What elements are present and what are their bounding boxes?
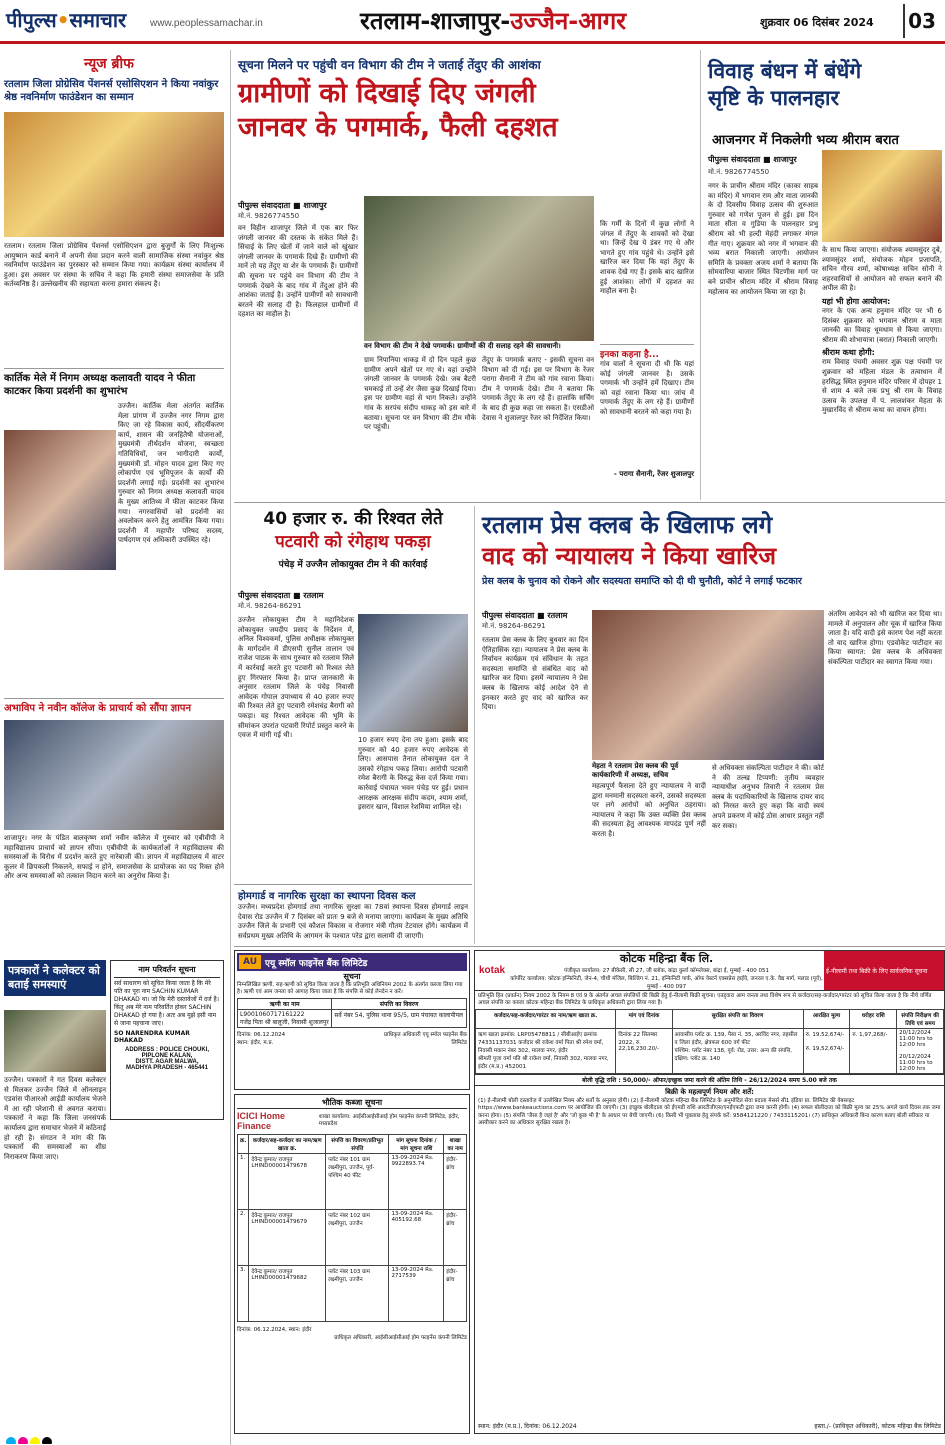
forest-kicker: सूचना मिलने पर पहुंची वन विभाग की टीम ने जताई तेंदुए की आशंका [238,58,541,72]
bribe-headline: 40 हजार रु. की रिश्वत लेते पटवारी को रंगेहाथ पकड़ा [263,509,443,552]
brief-3-body: शाजापुर। नगर के पंडित बालकृष्ण शर्मा नवीन कॉलेज में गुरुवार को एबीवीपी ने महाविद्यालय प्राचार्य को ज्ञापन सौंपा। एबीवीपी के कार्यकर्ताओं ने महाविद्यालय की समस्याओं के विरोध में प्रदर्शन करते हुए नारेबाजी की। ज्ञापन में महाविद्यालय में वाटर कूलर में छिपकली निकलने, सफाई न होने, समाजसेवा के प्रायोजक का पद रिक्त होने और अन्य समस्याओं को तत्काल निदान करने का अनुरोध किया है। [4,834,224,881]
kotak-notice [474,950,945,1434]
kotak-table: कर्जदार/सह-कर्जदार/गारंटर का नाम/ऋण खाता क्र. मांग एवं दिनांक सुरक्षित संपत्ति का विवरण आरक्षित मूल्य धरोहर राशि संपत्ति निरीक्षण की तिथि एवं समय ऋण खाता क्रमांक: LRP05478811 / सीबीआईए क्रमांक 74331137031 कर्जदार श्री राकेश वर्मा पिता श्री रमेश वर्मा, निवासी मकान नंबर 302, मालवा नगर, इंदौर श्रीमती पूजा वर्मा पति श्री राकेश वर्मा, निवासी 302, मालवा नगर, इंदौर (म.प्र.) 452001 दिनांक 22 सितम्बर 2022, रु. 22,16,230.20/- आवासीय प्लॉट क्र. 139, पैसा नं. 35, अरविंद नगर, तहसील व जिला इंदौर, क्षेत्रफल 600 वर्ग फीट पश्चिम: प्लॉट नंबर 138, पूर्व: रोड, उत्तर: अन्य की संपत्ति, दक्षिण: प्लॉट क्र. 140 रु. 19,52,674/- रु. 19,52,674/- रु. 1,97,268/- 20/12/2024 11:00 hrs to 12:00 hrs 20/12/2024 11:00 hrs to 12:00 hrs [475,1009,944,1074]
bribe-photo [358,614,468,732]
au-body: निम्नलिखित ऋणी, सह-ऋणी को सूचित किया जाता है कि प्रतिभूति अधिनियम 2002 के अंतर्गत कब्जा लिया गया है। ऋणी एवं आम जनता को आगाह किया जाता है कि संपत्ति से कोई लेनदेन न करें। [237,982,463,995]
page-header [0,0,945,44]
name-change-title: नाम परिवर्तन सूचना [114,964,220,978]
brief-1-body: रतलाम। रतलाम जिला प्रोग्रेसिव पेंशनर्स एसोसिएशन द्वारा बुजुर्गों के लिए निःशुल्क आयुष्मान कार्ड बनाने में अपनी सेवा प्रदान करने वाली सामाजिक संस्था नवांकुर श्रेष्ठ नवनिर्माण फाउंडेशन का पुरस्कार को सम्मान किया गया। कार्यक्रम संस्था कार्यालय में हुआ। इस अवसर पर संस्था के सचिव ने कहा कि हमारी संस्था समाजसेवा के प्रति कर्तव्यनिष्ठ है। उल्लेखनीय की सहायता करना हमारा संकल्प है। [4,242,224,289]
au-logo: AU [239,955,261,969]
forest-col-2: ग्राम निपानिया धाकड़ में दो दिन पहले कुछ ग्रामीण अपने खेतों पर गए थे। वहां उन्होंने जंगली जानवर के पगमार्क देखे। जब बैटरी चमकाई तो उन्हें शेर जैसा कुछ दिखाई दिया। इस पर ग्रामीण वहां से भाग निकले। उन्होंने गांव के सरपंच संदीप धाकड़ को इस बारे में बताया। सूचना पर वन विभाग की टीम मौके पर पहुंची। [364,356,476,432]
name-change-notice [110,960,224,1120]
wedding-headline: विवाह बंधन में बंधेंगे सृष्टि के पालनहार [708,59,862,110]
forest-col-3: तेंदुए के पगमार्क बताए - इसकी सूचना वन विभाग को दी गई। इस पर विभाग के रेंजर परागा सैनानी ने टीम को गांव रवाना किया। टीम ने पगमार्क देखे। टीम ने बताया कि पगमार्क तेंदुए के लग रहे हैं। हालांकि सर्चिंग के बाद ही कुछ कहा जा सकता है। एसडीओ देवास ने शुजालपुर रेंजर को निर्देशित किया। [482,356,594,422]
kotak-corporate-office: कॉर्पोरेट कार्यालय: कोटक इन्फिनिटी, जेन-4, चौथी मंजिल, बिल्डिंग नं. 21, इन्फिनिटी पार्क, ऑफ वेस्टर्न एक्सप्रेस हाईवे, जनरल ए.के. वैद्य मार्ग, मलाड (पूर्व), मुम्बई - 400 097 [510,976,823,990]
kotak-header-3: आरक्षित मूल्य [803,1010,850,1029]
kotak-terms: (1) ई-नीलामी बोली दस्तावेज़ में उल्लेखित नियम और शर्तों के अनुसार होगी। (2) ई-नीलामी कोटक महिन्द्रा बैंक लिमिटेड के अनुमोदित सेवा प्रदाता मेसर्स सी1 इंडिया प्रा. लिमिटेड की वेबसाइट https://www.bankeauctions.com पर आयोजित की जाएगी। (3) इच्छुक बोलीदाता को ईएमडी राशि आरटीजीएस/एनईएफटी द्वारा जमा करनी होगी। (4) सफल बोलीदाता को बिक्री मूल्य का 25% अगले कार्य दिवस तक जमा करना होगा। (5) संपत्ति 'जैसा है जहां है' और 'जो कुछ भी है' के आधार पर बेची जाएगी। (6) किसी भी पूछताछ हेतु संपर्क करें: 9584121220 / 7433115201। (7) प्राधिकृत अधिकारी बिना कारण बताए बोली स्वीकार या अस्वीकार करने का अधिकार सुरक्षित रखता है। [478,1098,941,1127]
kotak-signoff: हस्ता./- (प्राधिकृत अधिकारी), कोटक महिन्द्रा बैंक लिमिटेड [814,1423,941,1430]
icici-signoff: दिनांक: 06.12.2024, स्थान: इंदौर [237,1327,312,1333]
brief-1-headline: रतलाम जिला प्रोग्रेसिव पेंशनर्स एसोसिएशन ने किया नवांकुर श्रेष्ठ नवनिर्माण फाउंडेशन का सम्मान [4,79,219,103]
bribe-col-2: 10 हजार रुपए देना तय हुआ। इसके बाद गुरुवार को 40 हजार रुपए आवेदक से लिए। आसपास तैनात लोकायुक्त दल ने उसको रंगेहाथ पकड़ लिया। आरोपी पटवारी रमेश बैरागी के विरुद्ध केस दर्ज किया गया। कार्रवाई पंचायत भवन पंचेड़ पर हुई। प्रधान आरक्षक आरक्षक संदीप कदम, श्याम शर्मा, इसरार खान, विशाल रेशमिया शामिल रहे। [358,736,468,812]
press-club-story [478,506,945,944]
issue-date: शुक्रवार 06 दिसंबर 2024 [760,16,874,29]
masthead-logo [6,6,126,33]
press-club-col-1: रतलाम प्रेस क्लब के लिए बुधवार का दिन ऐतिहासिक रहा। न्यायालय ने प्रेस क्लब के निर्वाचन कार्यक्रम एवं संविधान के तहत सदस्यता समाप्ति से संबंधित वाद को खारिज कर दिया। इसमें न्यायालय ने प्रेस क्लब के खिलाफ कोई आदेश देने से इनकार करते हुए वाद को खारिज कर दिया। [482,636,588,712]
home-guard-story [234,884,472,944]
au-place: स्थान: इंदौर, म.प्र. [237,1040,274,1046]
au-finance-notice [234,950,470,1090]
press-club-col-3: से अधिवक्ता संकल्पिता पाटीदार ने की। कोर्ट ने की तल्ख टिप्पणी: तृतीय व्यवहार न्यायाधीश अनुभव तिवारी ने रतलाम प्रेस क्लब के पदाधिकारियों के खिलाफ दायर वाद को निरस्त करते हुए कहा कि वादी स्वयं अपने प्रकरण में कोई ठोस आधार प्रस्तुत नहीं कर सका। [712,764,824,830]
press-club-col-4: अंतरिम आवेदन को भी खारिज कर दिया था। मामले में अनुपालन और चूक में खारिज किया जाता है। यदि वादी इसे कारण पेश नहीं करता तो वाद खारिज होगा। एडवोकेट पाटीदार का किया स्वागत: प्रेस क्लब के अधिवक्ता संकल्पिता पाटीदार का स्वागत किया गया। [828,610,942,666]
brief-3-photo [4,720,224,830]
icici-header-1: कर्जदार/सह-कर्जदार का नाम/ऋण खाता क्र. [249,1135,326,1154]
icici-header-4: शाखा का नाम [444,1135,467,1154]
edition-black: रतलाम-शाजापुर- [360,7,511,35]
forest-col-4: कि गर्मी के दिनों में कुछ लोगों ने जंगल में तेंदुए के शावकों को देखा था। जिन्हें देख ये डंबर गए थे और भागते हुए गांव पहुंचे थे। उन्होंने इसे खारिज कर दिया कि यहां तेंदुए के शावक देखे गए हैं। इसके बाद खारिज हुई आशंका। लोगों में दहशत का माहौल बना है। [600,220,694,296]
forest-sidebar-signoff: - परागा सैनानी, रेंजर शुजालपुर [613,470,694,478]
edition-title [360,4,626,37]
home-guard-text: उज्जैन। मध्यप्रदेश होमगार्ड तथा नागरिक सुरक्षा का 78वां स्थापना दिवस होमगार्ड लाइन देवास रोड उज्जैन में 7 दिसंबर को प्रातः 9 बजे से मनाया जाएगा। कार्यक्रम के मुख्य अतिथि उज्जैन जिले के प्रभारी एवं कौशल विकास व रोजगार मंत्री गौतम टेटवाल होंगे। कार्यक्रम में सर्वप्रथम मुख्य अतिथि के आगमन के पश्चात परेड द्वारा सलामी दी जाएगी। [238,903,468,940]
forest-story [234,50,698,500]
edition-red: उज्जैन-आगर [510,7,627,35]
name-change-address: ADDRESS : POLICE CHOUKI, PIPLONE KALAN, DISTT. AGAR MALWA, MADHYA PRADESH - 465441 [124,1047,209,1071]
bribe-story [234,506,472,944]
press-club-mobile: मो.नं. 98264-86291 [482,622,546,630]
forest-sidebar [600,344,694,496]
table-row: 1. देवेन्द्र कुमार/ राजपूत LHIND00001479678 प्लॉट नंबर 101 ग्राम लक्ष्मीपुरा, उज्जैन, पूर्व-पश्चिम 40 फीट 13-09-2024 Rs. 9922893.74 इंदौर-ब्रांच [238,1154,467,1210]
press-club-headline: रतलाम प्रेस क्लब के खिलाफ लगे वाद को न्यायालय ने किया खारिज [482,511,777,570]
forest-sidebar-text: गांव वालों ने सूचना दी थी कि यहां कोई जंगली जानवर है। उसके पगमार्क भी उन्होंने हमें दिखाए। टीम को वहां रवाना किया था। जांच में पगमार्क तेंदुए के लग रहे हैं। ग्रामीणों को सावधानी बरतने को कहा गया है। [600,360,694,416]
au-title: एयू स्मॉल फाइनेंस बैंक लिमिटेड [265,958,368,969]
icici-header-2: संपत्ति का विवरण/प्रतिभूत संपत्ति [326,1135,389,1154]
au-table: ऋणी का नाम संपत्ति का विवरण L9001060717161222 गजेंद्र पिता श्री बालूजी, निवासी शुजालपुर सर्वे नंबर 54, पुलिस थाना 95/5, ग्राम पंचायत कालापीपल [237,998,467,1028]
column-divider [700,50,701,500]
brief-2-body: उज्जैन। कार्तिक मेला अंतर्गत कार्तिक मेला प्रांगण में उज्जैन नगर निगम द्वारा किए जा रहे विकास कार्य, सौंदर्यीकरण कार्य, शासन की जनहितैषी योजनाओं, मुख्यमंत्री तीर्थदर्शन योजना, स्वच्छता गतिविधियों, जन भागीदारी कार्यों, मुख्यमंत्री डॉ. मोहन यादव द्वारा किए गए लोकार्पण एवं भूमिपूजन के कार्यों की प्रदर्शनी लगाई गई। प्रदर्शनी का शुभारंभ गुरुवार को निगम अध्यक्ष कलावती यादव के मुख्य आतिथ्य में फीता काटकर किया गया। नगरवासियों को प्रदर्शनी का अवलोकन करने हेतु आमंत्रित किया गया। प्रदर्शनी में महापौर परिषद सदस्य, पार्षदगण एवं अधिकारी उपस्थित रहे। [118,402,224,545]
icici-address: शाखा कार्यालय: आईसीआईसीआई होम फाइनेंस कंपनी लिमिटेड, इंदौर, मध्यप्रदेश [318,1114,460,1127]
forest-col-1: वन विहीन शाजापुर जिले में एक बार फिर जंगली जानवर की दस्तक के संकेत मिले हैं। सिंचाई के लिए खेतों में जाने वाले को खुंखार जंगली जानवर के पगमार्क दिखे हैं। ग्रामीणों की मानें तो यह तेंदुए या शेर के पगमार्क हैं। ग्रामीणों की सूचना पर पहुंचे वन विभाग की टीम ने पगमार्क देखने के बाद गांव में तेंदुआ होने की आशंका जताई है। उन्होंने ग्रामीणों को सावधानी बरतने की सलाह दी है। फिलहाल ग्रामीणों में दहशत का माहौल है। [238,224,358,319]
kotak-header-1: मांग एवं दिनांक [616,1010,672,1029]
bribe-byline: पीपुल्स संवाददाता ■ रतलाम [238,591,324,600]
brand-dot: • [56,8,70,32]
forest-photo [364,196,594,341]
press-club-photo [592,610,824,760]
kotak-bid-increment: बोली वृद्धि राशि : 50,000/- ऑफर/इच्छुक जमा करने की अंतिम तिथि - 26/12/2024 समय 5.00 बजे तक [475,1074,944,1086]
kotak-ribbon: ई-नीलामी तथा बिक्री के लिए सार्वजनिक सूचना [824,951,944,990]
brief-4-headline: पत्रकारों ने कलेक्टर को बताई समस्याएं [4,960,106,996]
wedding-sub-2-title: श्रीराम कथा होगी: [822,348,875,358]
kotak-terms-title: बिक्री के महत्वपूर्ण नियम और शर्तें: [665,1088,754,1096]
forest-photo-caption: वन विभाग की टीम ने देखे पगमार्क। ग्रामीणों की दी सलाह रहने की सावधानी। [364,342,561,350]
table-row: 2. देवेन्द्र कुमार/ राजपूत LHIND00001479679 प्लॉट नंबर 102 ग्राम लक्ष्मीपुरा, उज्जैन 13-09-2024 Rs. 405192.68 इंदौर-ब्रांच [238,1210,467,1266]
bribe-subhead: पंचेड़ में उज्जैन लोकायुक्त टीम ने की कार्रवाई [278,560,428,570]
brief-1-photo [4,112,224,237]
wedding-mobile: मो.नं. 9826774550 [708,168,770,176]
column-divider [230,50,231,1445]
kotak-header-5: संपत्ति निरीक्षण की तिथि एवं समय [897,1010,944,1029]
forest-headline: ग्रामीणों को दिखाई दिए जंगली जानवर के पगमार्क, फैली दहशत [238,78,558,143]
wedding-subhead: आजनगर में निकलेगी भव्य श्रीराम बरात [712,133,899,148]
table-row: 3. देवेन्द्र कुमार/ राजपूत LHIND00001479682 प्लॉट नंबर 103 ग्राम लक्ष्मीपुरा, उज्जैन 13-09-2024 Rs. 2717539 इंदौर-ब्रांच [238,1266,467,1322]
home-guard-headline: होमगार्ड व नागरिक सुरक्षा का स्थापना दिवस कल [238,891,416,902]
kotak-place: स्थान: इंदौर (म.प्र.), दिनांक: 06.12.2024 [478,1423,577,1430]
kotak-intro: प्रतिभूति हित (प्रवर्तन) नियम 2002 के नियम 8 एवं 9 के अंतर्गत अचल संपत्तियों की बिक्री हेतु ई-नीलामी बिक्री सूचना। एतद्द्वारा आम जनता तथा विशेष रूप से कर्जदार/सह-कर्जदार/गारंटर को सूचित किया जाता है कि नीचे वर्णित अचल संपत्ति का कब्जा कोटक महिन्द्रा बैंक लिमिटेड के प्राधिकृत अधिकारी द्वारा लिया गया है। [478,993,932,1006]
news-brief-column [0,50,228,1445]
wedding-col-2 [822,246,942,496]
icici-header-0: क्र. [238,1135,249,1154]
press-club-col-2: महत्वपूर्ण फैसला देते हुए न्यायालय ने वादी द्वारा मनमानी सदस्यता करने, उसको सदस्यता पर लगे आरोपों को अनुचित ठहराया। न्यायालय ने कहा कि उक्त व्यक्ति प्रेस क्लब की सदस्यता हेतु आवश्यक मापदंड पूर्ण नहीं करता है। [592,782,706,838]
kotak-registered-office: पंजीकृत कार्यालय: 27 बीकेसी, सी 27, जी ब्लॉक, बांद्रा कुर्ला कॉम्प्लेक्स, बांद्रा ई, मुम्बई - 400 051 [564,968,770,974]
news-brief-label: न्यूज ब्रीफ [84,56,134,72]
brief-4-body: उज्जैन। पत्रकारों ने गत दिवस कलेक्टर से मिलकर उज्जैन जिले में ऑनलाइन एडवांस पीआरओ आईडी कार्यालय भेजने में आ रही परेशानी से अवगत कराया। पत्रकारों ने कहा कि जिला जनसंपर्क कार्यालय द्वारा समाचार भेजने में कठिनाई हो रही है। संगठन ने मांग की कि पत्रकारों की समस्याओं का शीघ्र निराकरण किया जाए। [4,1076,106,1161]
au-signoff: प्राधिकृत अधिकारी एयू स्मॉल फाइनेंस बैंक लिमिटेड [383,1032,467,1046]
icici-title: भौतिक कब्जा सूचना [237,1097,467,1109]
forest-byline: पीपुल्स संवाददाता ■ शाजापुर [238,201,327,210]
wedding-sub-1-title: यहां भी होगा आयोजन: [822,296,891,306]
au-date: दिनांक: 06.12.2024 [237,1032,286,1038]
column-divider [474,506,475,944]
brand-main: पीपुल्स [6,8,57,32]
brief-3-headline: अभाविप ने नवीन कॉलेज के प्राचार्य को सौंपा ज्ञापन [4,698,224,715]
kotak-header-0: कर्जदार/सह-कर्जदार/गारंटर का नाम/ऋण खाता क्र. [476,1010,616,1029]
kotak-header-4: धरोहर राशि [850,1010,897,1029]
wedding-sub-2-text: राम विवाह पंचमी अवसर शुक्र पक्ष पंचमी पर शुक्रवार को महिला मंडल के तत्वाधान में हरसिद्ध स्थित हनुमान मंदिर परिसर में दोपहर 1 से शाम 4 बजे तक प्रभु श्री राम के विवाह उत्सव के उपलक्ष में पं. लालशंकर मेहता के मुखारविंद से श्रीराम कथा का वाचन होगा। [822,358,942,415]
kotak-title: कोटक महिन्द्रा बैंक लि. [619,952,714,965]
brand-tail: समाचार [69,8,127,32]
wedding-col-2-text: के साथ किया जाएगा। संयोजक श्यामसुंदर दुबे, श्यामसुंदर शर्मा, संयोजक मोहन प्रजापति, सचिन गौरव शर्मा, कोषाध्यक्ष सचिन सोनी ने शहरवासियों से आयोजन को सफल बनाने की अपील की है। [822,246,942,293]
press-club-subhead: प्रेस क्लब के चुनाव को रोकने और सदस्यता समाप्ति को दी थी चुनौती, कोर्ट ने लगाई फटकार [482,576,802,587]
section-divider [234,946,945,947]
wedding-photo [822,150,942,242]
section-divider [234,502,945,503]
website-url[interactable]: www.peoplessamachar.in [150,18,263,29]
brief-2-headline: कार्तिक मेले में निगम अध्यक्ष कलावती यादव ने फीता काटकर किया प्रदर्शनी का शुभारंभ [4,368,224,398]
kotak-header-2: सुरक्षित संपत्ति का विवरण [672,1010,803,1029]
icici-table [237,1134,467,1322]
name-change-body: सर्व साधारण को सूचित किया जाता है कि मेरे पति का पूरा नाम SACHIN KUMAR DHAKAD था। जो कि मेरी दस्तावेजों में दर्ज है। किंतु अब मेरे नाम परिवर्तित होकर SACHIN DHAKAD हो गया है। अतः अब मुझे इसी नाम से जाना पहचाना जाए। [114,980,219,1027]
bribe-mobile: मो.नं. 98264-86291 [238,602,302,610]
wedding-byline: पीपुल्स संवाददाता ■ शाजापुर [708,155,797,164]
wedding-col-1: नगर के प्राचीन श्रीराम मंदिर (काका साहब का मंदिर) में भगवान राम और माता जानकी के दो दिवसीय विवाह उत्सव की शुरुआत गुरुवार को गणेश पूजन से हुई। इस दिन माता सीता व गुडिया के पालनहार प्रभु श्रीराम को भी हल्दी मेहंदी लगाकर मंगल गीत गाए। शुक्रवार को नगर में भगवान की भव्य बरात निकाली जाएगी। आयोजन समिति के प्रवक्ता अजय शर्मा ने बताया कि सोमवारिया बाजार स्थित चिटणीस मार्ग पर बने प्राचीन श्रीराम मंदिर में श्रीराम विवाह महोत्सव का आयोजन किया जा रहा है। [708,182,818,296]
forest-mobile: मो.नं. 9826774550 [238,212,300,220]
press-club-byline: पीपुल्स संवाददाता ■ रतलाम [482,611,568,620]
au-subtitle: सूचना [343,972,361,981]
icici-brand: ICICI Home Finance [237,1111,286,1131]
brief-4-photo [4,1010,106,1072]
name-change-names: SO NARENDRA KUMAR DHAKAD [114,1030,190,1044]
print-registration-marks [6,1432,54,1444]
bribe-col-1: उज्जैन लोकायुक्त टीम ने महानिदेशक लोकायुक्त जयदीप प्रसाद के निर्देशन में, अनिल विश्वकर्मा, पुलिस अधीक्षक लोकायुक्त के मार्गदर्शन में डीएसपी सुनील तालान एवं राजेश पाठक के साथ गुरुवार को रतलाम जिले में कार्रवाई करते हुए पटवारी को रिश्वत लेते हुए गिरफ्तार किया है। प्राप्त जानकारी के अनुसार रतलाम जिले के पंचेड़ निवासी आवेदक गोपाल उपाध्याय से 40 हजार रुपए की रिश्वत लेते हुए पटवारी रमेशचंद्र बैरागी को पकड़ा। यह रिश्वत आवेदक की भूमि के सीमांकन उपरांत पटवारी रिपोर्ट प्रस्तुत करने के एवज में मांगी गई थी। [238,616,354,740]
icici-notice [234,1094,470,1434]
page-number: 03 [903,4,939,38]
wedding-sub-1-text: नगर के एक अन्य हनुमान मंदिर पर भी 6 दिसंबर शुक्रवार को भगवान श्रीराम व माता जानकी का विवाह धूमधाम से किया जाएगा। श्रीराम की शोभायात्रा (बरात) निकाली जाएगी। [822,306,942,344]
wedding-story [704,50,945,500]
icici-signoff-right: प्राधिकृत अधिकारी, आईसीआईसीआई होम फाइनेंस कंपनी लिमिटेड [334,1335,467,1341]
kotak-logo: kotak [479,965,506,976]
icici-header-3: मांग सूचना दिनांक / मांग सूचना राशि [389,1135,444,1154]
press-club-photo-caption: मेहता ने रतलाम प्रेस क्लब की पूर्व कार्यकारिणी में अध्यक्ष, सचिव [592,762,679,779]
forest-sidebar-label: इनका कहना है... [600,350,659,360]
